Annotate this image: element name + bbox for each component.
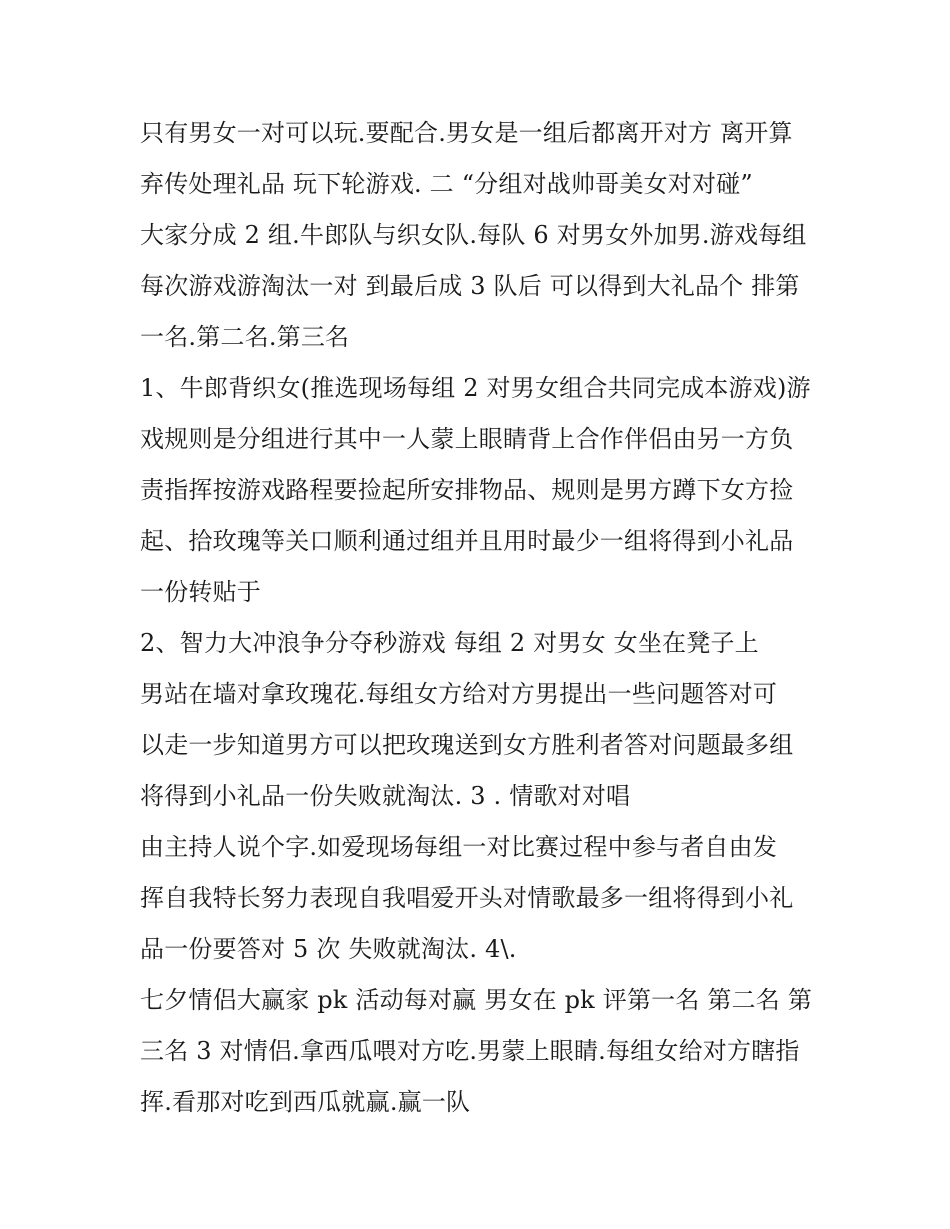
text-line: 只有男女一对可以玩.要配合.男女是一组后都离开对方 离开算: [140, 119, 793, 147]
text-line: 起、拾玫瑰等关口顺利通过组并且用时最少一组将得到小礼品: [140, 527, 794, 555]
text-line: 每次游戏游淘汰一对 到最后成 3 队后 可以得到大礼品个 排第: [140, 272, 800, 300]
text-line: 男站在墙对拿玫瑰花.每组女方给对方男提出一些问题答对可: [140, 680, 778, 708]
text-line: 责指挥按游戏路程要捡起所安排物品、规则是男方蹲下女方捡: [140, 476, 794, 504]
text-line: 以走一步知道男方可以把玫瑰送到女方胜利者答对问题最多组: [140, 731, 794, 759]
text-line: 由主持人说个字.如爱现场每组一对比赛过程中参与者自由发: [140, 833, 778, 861]
text-line: 1、牛郎背织女(推选现场每组 2 对男女组合共同完成本游戏)游: [140, 374, 811, 402]
text-line: 大家分成 2 组.牛郎队与织女队.每队 6 对男女外加男.游戏每组: [140, 221, 807, 249]
text-line: 三名 3 对情侣.拿西瓜喂对方吃.男蒙上眼睛.每组女给对方瞎指: [140, 1037, 800, 1065]
text-line: 挥.看那对吃到西瓜就赢.赢一队: [140, 1088, 471, 1116]
text-line: 一名.第二名.第三名: [140, 323, 350, 351]
document-body: [140, 108, 820, 1128]
text-line: 一份转贴于: [140, 578, 261, 606]
text-line: 品一份要答对 5 次 失败就淘汰. 4\.: [140, 935, 517, 963]
text-line: 七夕情侣大赢家 pk 活动每对赢 男女在 pk 评第一名 第二名 第: [140, 986, 813, 1014]
text-line: 2、智力大冲浪争分夺秒游戏 每组 2 对男女 女坐在凳子上: [140, 629, 759, 657]
text-line: 弃传处理礼品 玩下轮游戏. 二 “分组对战帅哥美女对对碰”: [140, 170, 753, 198]
text-line: 戏规则是分组进行其中一人蒙上眼睛背上合作伴侣由另一方负: [140, 425, 794, 453]
text-line: 挥自我特长努力表现自我唱爱开头对情歌最多一组将得到小礼: [140, 884, 794, 912]
text-line: 将得到小礼品一份失败就淘汰. 3 . 情歌对对唱: [140, 782, 631, 810]
